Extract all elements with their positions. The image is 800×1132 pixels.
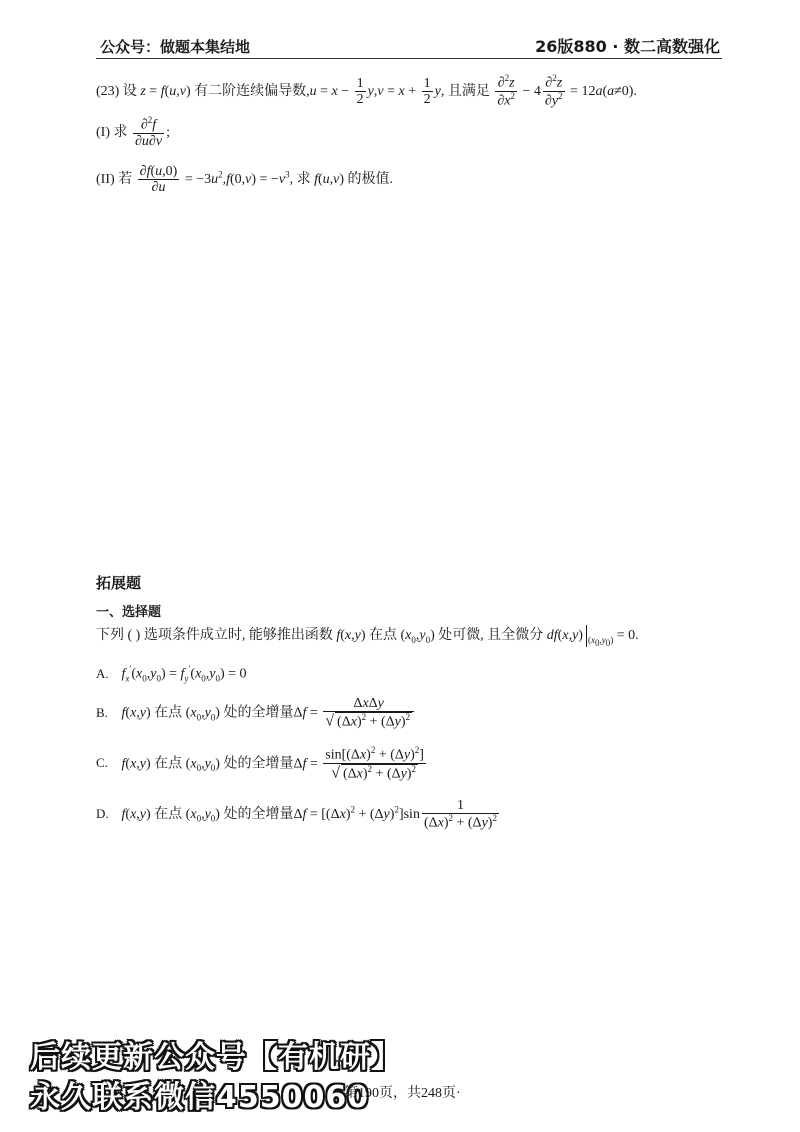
option-c-text-b: 处的全增量 — [223, 756, 294, 772]
problem-23-label: (23) 设 — [96, 83, 137, 99]
header-right-title: 26版880 · 数二高数强化 — [535, 37, 720, 56]
problem-23-intro-a: 有二阶连续偏导数, — [194, 83, 310, 99]
option-b[interactable]: B. f(x,y) 在点 $(x_0,y_0)$ 处的全增量Δf = $\frac{\text{ΔxΔy}}{√ (\Delta x)^2 + (\Delta y)^2}$ — [96, 696, 416, 731]
option-d-text-b: 处的全增量 — [223, 806, 294, 822]
choice-question-stem: 下列 ( ) 选项条件成立时, 能够推出函数 f(x,y) 在点 $(x_0,y_0)$ 处可微, 且全微分 df(x,y) $_{(x_0,y_0)}$ = 0. — [96, 624, 639, 648]
problem-23-intro-b: , 且满足 — [440, 83, 490, 99]
option-b-text-a: 在点 — [154, 705, 183, 721]
option-c-letter: C. — [96, 755, 108, 771]
problem-23-part-2: (II) 若 $\frac{\partial f(u,0)}{\partial u}$ = $-3u^2,f(0,v) = -v^3$, 求 f(u,v) 的极值. — [96, 164, 394, 196]
part-2-label: (II) 若 — [96, 172, 133, 188]
problem-23-part-1: (I) 求 $\frac{\partial^2f}{\partial u\partial v}$ ; — [96, 115, 170, 150]
part-2-tail: , 求 — [289, 172, 311, 188]
option-c-text-a: 在点 — [154, 756, 183, 772]
option-a[interactable]: A. $f_x'(x_0,y_0) = f_y'(x_0,y_0) = 0$ — [96, 664, 247, 684]
option-a-letter: A. — [96, 665, 109, 681]
problem-23-statement: (23) 设 z = f(u,v) 有二阶连续偏导数,u = x − $\frac{1}{2}$ y,v = x + $\frac{1}{2}$ y, 且满足 $\frac{\partial^2z}{\partial x^2}$ − 4 $\frac{\partial^2z}{\partial y^2}$ = 12a(a≠0). — [96, 73, 637, 109]
option-d-letter: D. — [96, 805, 109, 821]
watermark-line-1: 后续更新公众号【有机研】 — [30, 1040, 402, 1075]
question-text-a: 下列 ( ) 选项条件成立时, 能够推出函数 — [96, 628, 333, 643]
question-text-b: 在点 — [369, 628, 397, 643]
header-left-title: 公众号：做题本集结地 — [100, 38, 251, 56]
part-1-label: (I) 求 — [96, 124, 128, 140]
option-d[interactable]: D. f(x,y) 在点 $(x_0,y_0)$ 处的全增量$\Delta f = [(\Delta x)^2 + (\Delta y)^2]\sin$ $\frac{1}{(\Delta x)^2 + (\Delta y)^2}$ — [96, 798, 497, 832]
header-divider — [96, 58, 722, 59]
option-d-text-a: 在点 — [154, 806, 183, 822]
multiple-choice-heading: 一、选择题 — [96, 605, 162, 620]
option-b-text-b: 处的全增量 — [223, 705, 294, 721]
question-text-c: 处可微, 且全微分 — [438, 628, 544, 643]
watermark-line-2: 永久联系微信4550060 — [30, 1080, 370, 1115]
part-2-end: 的极值. — [347, 172, 394, 188]
option-c[interactable]: C. f(x,y) 在点 $(x_0,y_0)$ 处的全增量Δf = $\frac{\sin[(\Delta x)^2 + (\Delta y)^2]}{√ (\Delta x)^2 + (\Delta y)^2}$ — [96, 745, 424, 782]
extension-title: 拓展题 — [96, 574, 142, 592]
option-b-letter: B. — [96, 704, 108, 720]
page-number: 第190页，共248页· — [344, 1086, 461, 1101]
